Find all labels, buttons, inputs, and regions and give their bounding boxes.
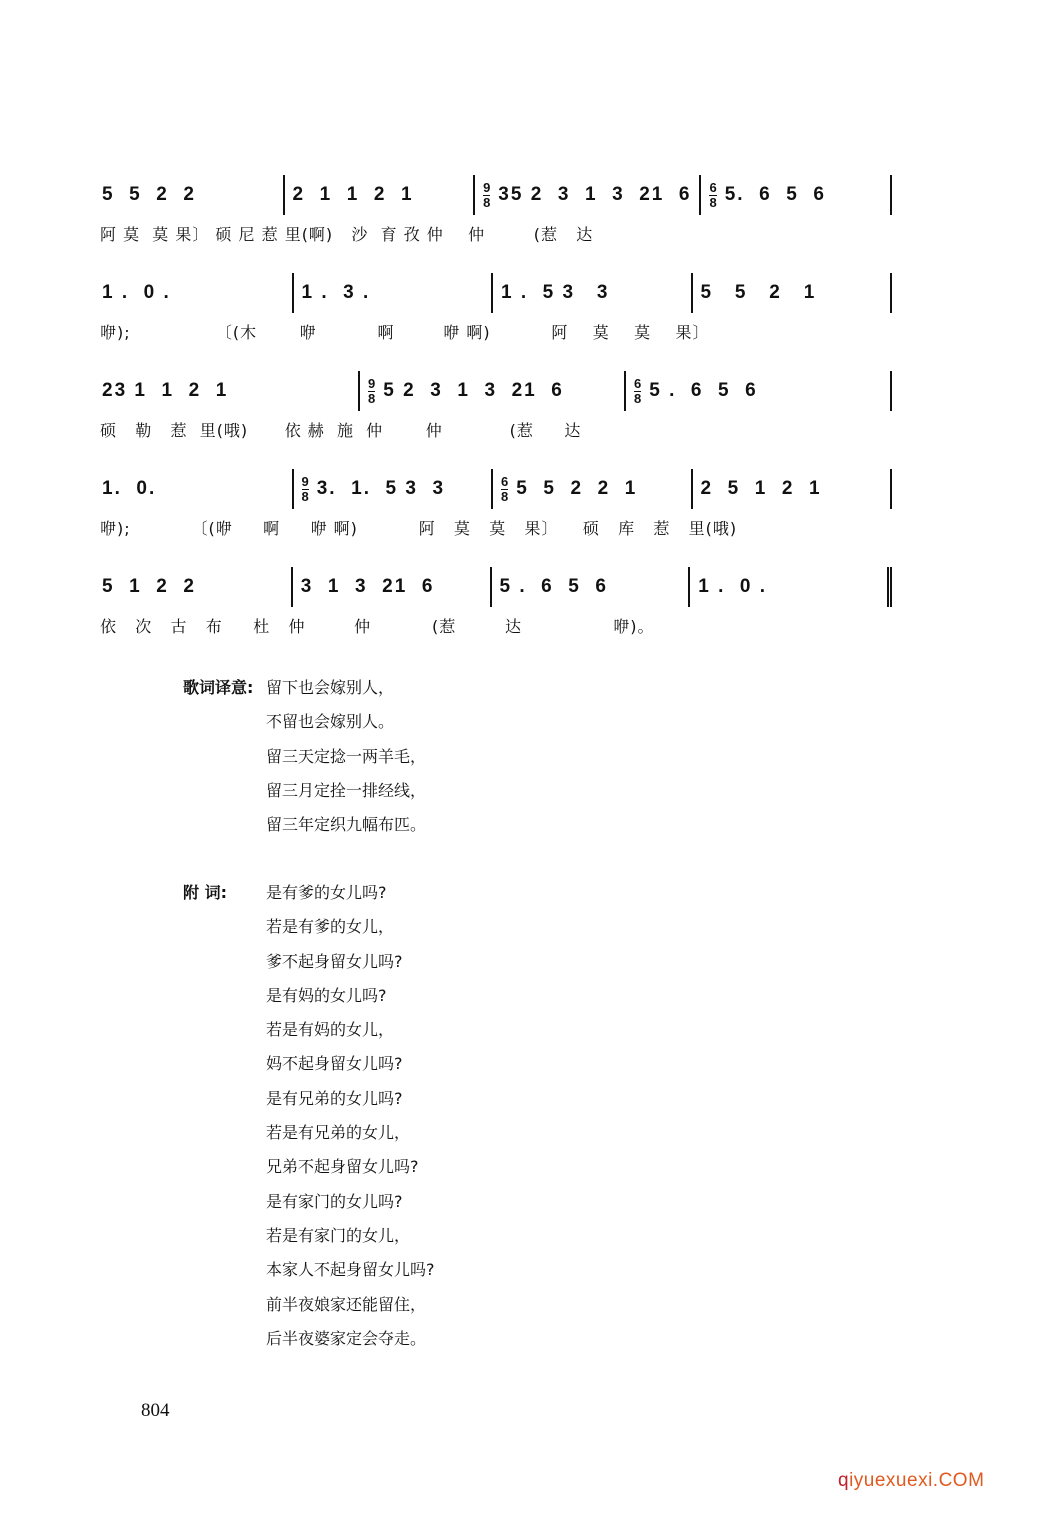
appendix-line: 是有家门的女儿吗? — [266, 1191, 403, 1211]
measure — [100, 273, 292, 313]
measure-notes: 5 . 6 5 6 — [499, 576, 608, 597]
time-denominator: 8 — [301, 488, 309, 504]
measure-notes: 2 1 1 2 1 — [292, 184, 414, 205]
score-line — [100, 170, 892, 268]
time-denominator: 8 — [483, 194, 491, 210]
measure — [100, 175, 283, 215]
time-denominator: 8 — [634, 390, 642, 406]
appendix-line: 爹不起身留女儿吗? — [266, 951, 403, 971]
measure-notes: 3. 1. 5 3 3 — [316, 478, 446, 499]
time-denominator: 8 — [501, 488, 509, 504]
lyrics-row: 咿); 〔(咿 啊 咿 啊) 阿 莫 莫 果〕 硕 库 惹 里(哦) — [100, 519, 738, 538]
time-numerator: 6 — [709, 179, 717, 195]
measure-notes: 1 . 5 3 3 — [501, 282, 610, 303]
time-numerator: 9 — [368, 375, 376, 391]
measure — [691, 469, 893, 509]
appendix-line: 前半夜娘家还能留住， — [266, 1294, 427, 1314]
notes-row — [100, 366, 892, 416]
measure-notes: 2 5 1 2 1 — [700, 478, 822, 499]
time-numerator: 9 — [483, 179, 491, 195]
appendix-line: 若是有兄弟的女儿， — [266, 1123, 411, 1143]
measure-notes: 3 1 3 21 6 — [300, 576, 435, 597]
measure — [292, 469, 492, 509]
score-line — [100, 562, 892, 660]
measure — [100, 469, 292, 509]
measure — [358, 371, 624, 411]
appendix-line: 后半夜婆家定会夺走。 — [266, 1328, 427, 1348]
jianpu-score — [100, 170, 892, 660]
measure-notes: 5 5 2 2 — [102, 184, 196, 205]
measure-notes: 5 2 3 1 3 21 6 — [383, 380, 564, 401]
measure-notes: 23 1 1 2 1 — [102, 380, 229, 401]
lyrics-row: 咿); 〔(木 咿 啊 咿 啊) 阿 莫 莫 果〕 — [100, 323, 710, 342]
measure — [699, 175, 892, 215]
measure — [100, 371, 358, 411]
time-denominator: 8 — [709, 194, 717, 210]
notes-row — [100, 464, 892, 514]
time-signature — [709, 181, 716, 210]
measure — [291, 567, 490, 607]
appendix-line: 兄弟不起身留女儿吗? — [266, 1157, 419, 1177]
measure-notes: 1 . 0 . — [102, 282, 171, 303]
measure — [691, 273, 893, 313]
watermark-logo: qiyuexuexi.COM — [838, 1470, 985, 1491]
appendix-line: 是有爹的女儿吗? — [266, 883, 387, 902]
measure-notes: 1 . 0 . — [698, 576, 768, 597]
translation-line: 留三天定捻一两羊毛， — [266, 746, 427, 766]
score-line — [100, 464, 892, 562]
measure — [283, 175, 474, 215]
notes-row — [100, 170, 892, 220]
measure-notes: 35 2 3 1 3 21 6 — [498, 184, 692, 205]
time-numerator: 9 — [301, 473, 309, 489]
lyrics-row: 硕 勒 惹 里(哦) 依 赫 施 仲 仲 (惹 达 — [100, 421, 582, 440]
measure-notes: 5. 6 5 6 — [724, 184, 826, 205]
time-signature — [501, 475, 508, 504]
measure — [688, 567, 892, 607]
time-signature — [368, 377, 375, 406]
measure — [100, 567, 291, 607]
appendix-line: 若是有家门的女儿， — [266, 1225, 411, 1245]
appendix-line: 若是有爹的女儿， — [266, 917, 395, 937]
measure — [473, 175, 699, 215]
measure-notes: 1. 0. — [102, 478, 157, 499]
translation-line: 不留也会嫁别人。 — [266, 712, 395, 732]
notes-row — [100, 268, 892, 318]
translation-line: 留三月定拴一排经线， — [266, 780, 427, 800]
appendix-line: 本家人不起身留女儿吗? — [266, 1260, 435, 1280]
measure-notes: 1 . 3 . — [301, 282, 371, 303]
notes-row — [100, 562, 892, 612]
appendix-label: 附 词: — [183, 883, 227, 902]
time-signature — [302, 475, 309, 504]
measure-notes: 5 5 2 1 — [700, 282, 817, 303]
appendix-line: 若是有妈的女儿， — [266, 1020, 395, 1040]
score-line — [100, 268, 892, 366]
appendix-line: 妈不起身留女儿吗? — [266, 1054, 403, 1074]
measure — [624, 371, 892, 411]
measure-notes: 5 1 2 2 — [102, 576, 196, 597]
time-numerator: 6 — [634, 375, 642, 391]
translation-line: 留三年定织九幅布匹。 — [266, 815, 427, 835]
measure — [490, 567, 689, 607]
time-signature — [634, 377, 641, 406]
lyrics-row: 依 次 古 布 杜 仲 仲 (惹 达 咿)。 — [100, 617, 655, 636]
time-signature — [483, 181, 490, 210]
translation-label: 歌词译意: — [183, 678, 254, 697]
time-denominator: 8 — [368, 390, 376, 406]
score-line — [100, 366, 892, 464]
lyrics-translation — [183, 671, 426, 842]
page-number: 804 — [141, 1400, 170, 1421]
measure-notes: 5 5 2 2 1 — [516, 478, 638, 499]
lyrics-row: 阿 莫 莫 果〕 硕 尼 惹 里(啊) 沙 育 孜 仲 仲 (惹 达 — [100, 225, 594, 244]
measure-notes: 5 . 6 5 6 — [649, 380, 758, 401]
measure — [292, 273, 492, 313]
appendix-line: 是有妈的女儿吗? — [266, 985, 387, 1005]
measure — [491, 273, 691, 313]
translation-line: 留下也会嫁别人， — [266, 678, 395, 697]
appendix-lyrics — [183, 876, 435, 1356]
appendix-line: 是有兄弟的女儿吗? — [266, 1088, 403, 1108]
measure — [491, 469, 691, 509]
time-numerator: 6 — [501, 473, 509, 489]
